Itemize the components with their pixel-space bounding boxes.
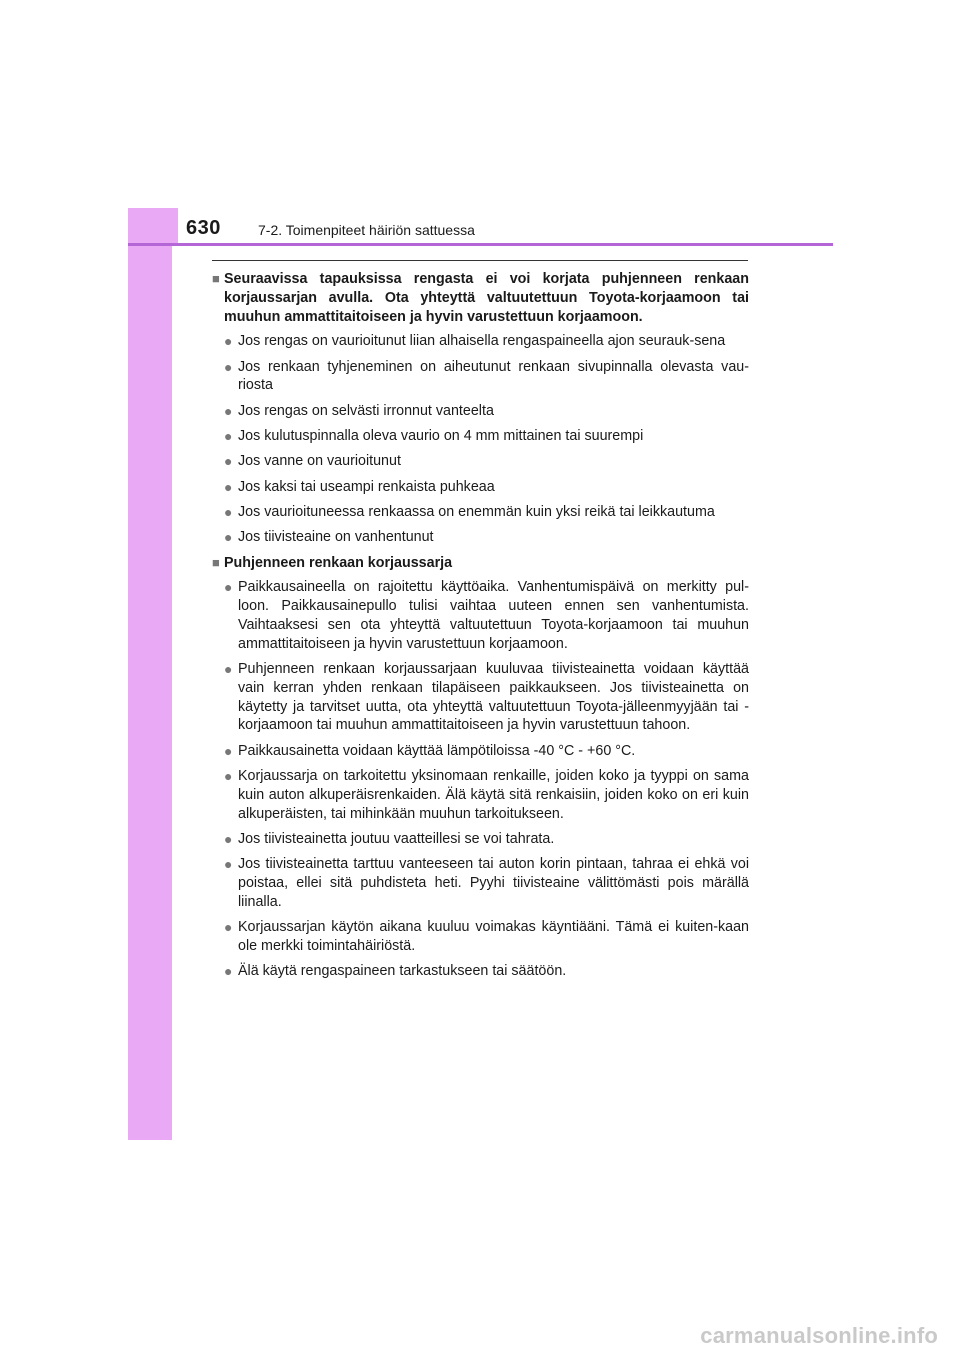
list-item-text: Jos tiivisteaine on vanhentunut <box>238 529 434 546</box>
list-item-text: Jos renkaan tyhjeneminen on aiheutunut renkaan sivupinnalla olevasta vau-riosta <box>238 358 749 394</box>
list-item-text: Älä käytä rengaspaineen tarkastukseen tai säätöön. <box>238 963 567 980</box>
bullet-dot-icon: ● <box>224 579 233 596</box>
bullet-dot-icon: ● <box>224 856 233 873</box>
section-title: 7-2. Toimenpiteet häiriön sattuessa <box>258 222 475 238</box>
bullet-dot-icon: ● <box>224 453 233 470</box>
list-item-text: Jos kulutuspinnalla oleva vaurio on 4 mm mittainen tai suurempi <box>238 428 644 445</box>
square-marker-icon: ■ <box>212 554 220 570</box>
list-item-text: Korjaussarjan käytön aikana kuuluu voimakas käyntiääni. Tämä ei kuiten-kaan ole merkki toimintahäiriöstä. <box>238 919 749 954</box>
list-item-text: Korjaussarja on tarkoitettu yksinomaan renkaille, joiden koko ja tyyppi on sama kuin auton alkuperäisrenkaiden. Älä käytä sitä renkaisiin, joiden koko on eri kuin alkuperäisten, tai mihinkään muuhun tarkoitukseen. <box>238 768 749 822</box>
list-item <box>212 503 749 522</box>
list-item <box>212 742 749 761</box>
bullet-dot-icon: ● <box>224 358 233 375</box>
bullet-dot-icon: ● <box>224 333 233 350</box>
section-heading-text: Puhjenneen renkaan korjaussarja <box>224 554 453 571</box>
list-item <box>212 578 749 653</box>
bullet-dot-icon: ● <box>224 661 233 678</box>
list-item-text: Jos tiivisteainetta joutuu vaatteillesi se voi tahrata. <box>238 830 555 847</box>
list-item <box>212 427 749 446</box>
bullet-dot-icon: ● <box>224 503 233 520</box>
list-item <box>212 528 749 547</box>
bullet-dot-icon: ● <box>224 768 233 785</box>
bullet-dot-icon: ● <box>224 742 233 759</box>
bullet-dot-icon: ● <box>224 529 233 546</box>
bullet-dot-icon: ● <box>224 428 233 445</box>
list-item-text: Paikkausainetta voidaan käyttää lämpötiloissa -40 °C - +60 °C. <box>238 742 636 759</box>
section-heading-text: Seuraavissa tapauksissa rengasta ei voi korjata puhjenneen renkaan korjaussarjan avulla. Ota yhteyttä valtuutettuun Toyota-korjaamoon tai muuhun ammattitaitoiseen ja hyvin varustettuun korjaamoon. <box>224 271 749 325</box>
bullet-dot-icon: ● <box>224 919 233 936</box>
list-item-text: Jos rengas on vaurioitunut liian alhaisella rengaspaineella ajon seurauk-sena <box>238 333 726 350</box>
bullet-dot-icon: ● <box>224 963 233 980</box>
page-number: 630 <box>186 217 221 239</box>
section-heading <box>212 270 749 326</box>
list-item <box>212 830 749 849</box>
section-repair-kit <box>212 554 749 981</box>
site-watermark: carmanualsonline.info <box>700 1323 938 1348</box>
list-item-text: Jos vanne on vaurioitunut <box>238 453 401 470</box>
list-item-text: Jos tiivisteainetta tarttuu vanteeseen tai auton korin pintaan, tahraa ei ehkä voi poistaa, ellei sitä puhdisteta heti. Pyyhi tiivisteaine välittömästi pois märällä liinalla. <box>238 856 749 910</box>
section-repair-limitations <box>212 270 749 547</box>
header-rule <box>128 243 833 246</box>
header-tab-band <box>128 208 178 244</box>
square-marker-icon: ■ <box>212 271 220 286</box>
list-item <box>212 402 749 421</box>
list-item <box>212 332 749 351</box>
chapter-side-tab <box>128 208 172 1140</box>
list-item <box>212 962 749 981</box>
list-item-text: Jos rengas on selvästi irronnut vanteelta <box>238 402 494 419</box>
list-item-text: Jos vaurioituneessa renkaassa on enemmän kuin yksi reikä tai leikkautuma <box>238 503 715 520</box>
bullet-dot-icon: ● <box>224 402 233 419</box>
bullet-dot-icon: ● <box>224 478 233 495</box>
list-item <box>212 767 749 823</box>
bullet-dot-icon: ● <box>224 830 233 847</box>
list-item <box>212 855 749 911</box>
list-item <box>212 452 749 471</box>
list-item <box>212 478 749 497</box>
section-heading <box>212 554 749 573</box>
list-item-text: Jos kaksi tai useampi renkaista puhkeaa <box>238 478 495 495</box>
content-top-rule <box>212 260 748 261</box>
list-item-text: Paikkausaineella on rajoitettu käyttöaika. Vanhentumispäivä on merkitty pul-loon. Paikkausainepullo tulisi vaihtaa uuteen ennen sen vanhentumista. Vaihtaaksesi sen ota yhteyttä valtuutettuun Toyota-korjaamoon tai muuhun ammattitaitoiseen ja hyvin varustettuun korjaamoon. <box>238 579 749 652</box>
list-item <box>212 660 749 735</box>
list-item <box>212 358 749 396</box>
list-item-text: Puhjenneen renkaan korjaussarjaan kuuluvaa tiivisteainetta voidaan käyttää vain kerran yhden renkaan tilapäiseen paikkaukseen. Jos tiivisteainetta on käytetty ja tarvitset uutta, ota yhteyttä valtuutettuun Toyota-jälleenmyyjään tai -korjaamoon tai muuhun ammattitaitoiseen ja hyvin varustettuun tahoon. <box>238 661 749 734</box>
page-content <box>212 270 749 988</box>
list-item <box>212 918 749 956</box>
